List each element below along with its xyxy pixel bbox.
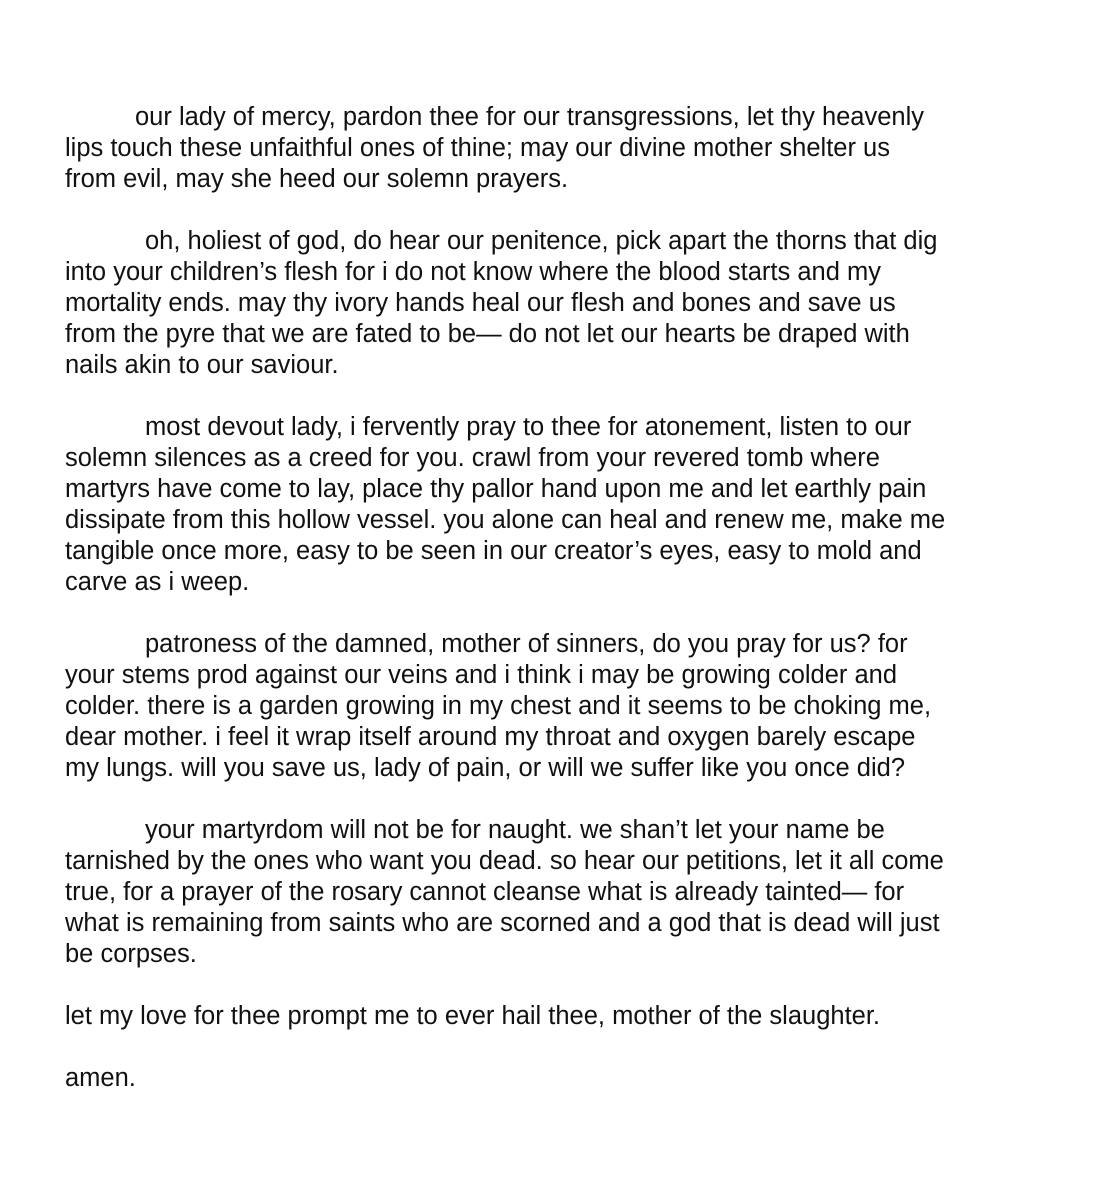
text-line: lips touch these unfaithful ones of thine; may our divine mother shelter us — [65, 134, 890, 162]
text-line: our lady of mercy, pardon thee for our transgressions, let thy heavenly — [135, 103, 925, 131]
text-line: into your children’s flesh for i do not know where the blood starts and my — [65, 258, 881, 286]
text-line: from the pyre that we are fated to be— do not let our hearts be draped with — [65, 320, 910, 348]
text-line: mortality ends. may thy ivory hands heal our flesh and bones and save us — [65, 289, 896, 317]
text-line: tangible once more, easy to be seen in our creator’s eyes, easy to mold and — [65, 537, 922, 565]
text-line: your martyrdom will not be for naught. we shan’t let your name be — [145, 816, 885, 844]
text-line: nails akin to our saviour. — [65, 351, 339, 379]
text-line: true, for a prayer of the rosary cannot cleanse what is already tainted— for — [65, 878, 905, 906]
text-line: your stems prod against our veins and i think i may be growing colder and — [65, 661, 898, 689]
text-line: martyrs have come to lay, place thy pallor hand upon me and let earthly pain — [65, 475, 927, 503]
text-line: solemn silences as a creed for you. crawl from your revered tomb where — [65, 444, 880, 472]
text-line: dear mother. i feel it wrap itself around my throat and oxygen barely escape — [65, 723, 916, 751]
text-line: from evil, may she heed our solemn prayers. — [65, 165, 569, 193]
text-line: most devout lady, i fervently pray to thee for atonement, listen to our — [145, 413, 912, 441]
text-line: my lungs. will you save us, lady of pain, or will we suffer like you once did? — [65, 754, 906, 782]
text-line: tarnished by the ones who want you dead. so hear our petitions, let it all come — [65, 847, 944, 875]
text-line: patroness of the damned, mother of sinners, do you pray for us? for — [145, 630, 908, 658]
text-line: oh, holiest of god, do hear our penitence, pick apart the thorns that dig — [145, 227, 938, 255]
text-line: let my love for thee prompt me to ever hail thee, mother of the slaughter. — [65, 1002, 881, 1030]
text-line: dissipate from this hollow vessel. you alone can heal and renew me, make me — [65, 506, 946, 534]
closing-amen: amen. — [65, 1064, 136, 1092]
text-line: be corpses. — [65, 940, 197, 968]
text-line: what is remaining from saints who are scorned and a god that is dead will just — [65, 909, 940, 937]
text-line: carve as i weep. — [65, 568, 250, 596]
text-line: colder. there is a garden growing in my chest and it seems to be choking me, — [65, 692, 932, 720]
